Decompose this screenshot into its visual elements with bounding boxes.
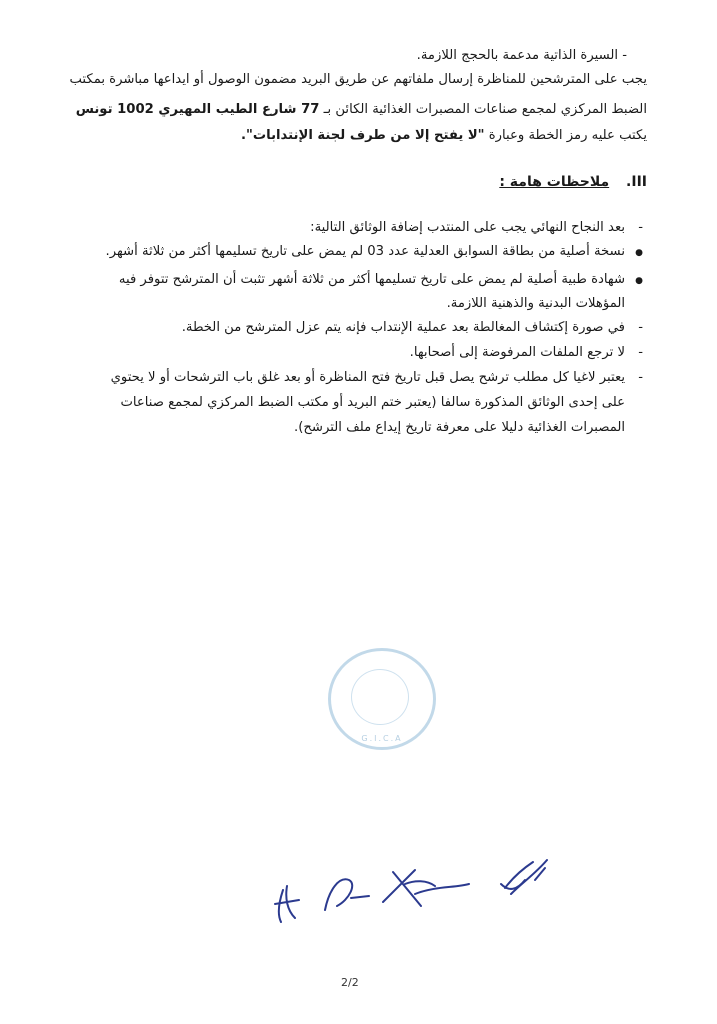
address-intro: الضبط المركزي لمجمع صناعات المصبرات الغذائية الكائن بـ xyxy=(319,102,647,117)
note-item: - يعتبر لاغيا كل مطلب ترشح يصل قبل تاريخ فتح المناظرة أو بعد غلق باب الترشحات أو لا يحتوي xyxy=(60,368,625,388)
bullet-continuation: المؤهلات البدنية والذهنية اللازمة. xyxy=(446,296,625,311)
note-continuation: على إحدى الوثائق المذكورة سالفا (يعتبر ختم البريد أو مكتب الضبط المركزي لمجمع صناعات xyxy=(120,395,625,410)
heading-number: III. xyxy=(626,174,647,190)
phrase-intro: يكتب عليه رمز الخطة وعبارة xyxy=(484,128,647,143)
signatures xyxy=(265,840,565,930)
heading-text: ملاحظات هامة : xyxy=(499,174,610,190)
bullet-item: ● نسخة أصلية من بطاقة السوابق العدلية عدد 03 لم يمض على تاريخ تسليمها أكثر من ثلاثة أشهر. xyxy=(60,242,625,262)
note-continuation: المصبرات الغذائية دليلا على معرفة تاريخ إيداع ملف الترشح). xyxy=(294,420,625,435)
page-number: 2/2 xyxy=(341,976,359,989)
stamp-label: G.I.C.A xyxy=(361,734,403,743)
official-stamp xyxy=(328,648,436,750)
section-heading xyxy=(499,174,647,190)
note-item: - لا ترجع الملفات المرفوضة إلى أصحابها. xyxy=(60,343,625,363)
bullet-item: ● شهادة طبية أصلية لم يمض على تاريخ تسليمها أكثر من ثلاثة أشهر تثبت أن المترشح تتوفر فيه xyxy=(60,270,625,290)
phrase-bold: "لا يفتح إلا من طرف لجنة الإنتدابات". xyxy=(240,128,485,143)
paragraph-line-1: يجب على المترشحين للمناظرة إرسال ملفاتهم عن طريق البريد مضمون الوصول أو ايداعها مباشرة بمكتب xyxy=(69,72,647,87)
paragraph-line-3 xyxy=(60,126,647,146)
address-bold: 77 شارع الطيب المهيري 1002 تونس xyxy=(75,102,320,117)
cv-line: - السيرة الذاتية مدعمة بالحجج اللازمة. xyxy=(416,48,627,63)
paragraph-line-2 xyxy=(60,100,647,120)
note-item: - في صورة إكتشاف المغالطة بعد عملية الإنتداب فإنه يتم عزل المترشح من الخطة. xyxy=(60,318,625,338)
note-item: - بعد النجاح النهائي يجب على المنتدب إضافة الوثائق التالية: xyxy=(60,218,625,238)
